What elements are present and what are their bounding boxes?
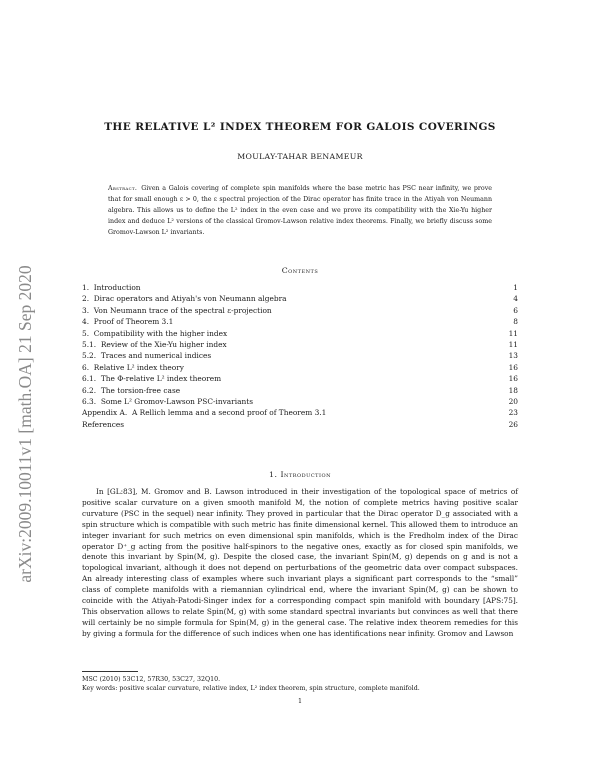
toc-entry-title: Dirac operators and Atiyah's von Neumann algebra: [93, 294, 287, 304]
toc-entry-number: Appendix A.: [82, 408, 132, 418]
toc-entry[interactable]: [82, 350, 518, 361]
page-number: 1: [297, 698, 302, 705]
toc-entry[interactable]: [82, 282, 518, 293]
toc-entry-page: 23: [508, 408, 518, 418]
toc-entry-spacer: [180, 385, 508, 396]
toc-entry-title: The torsion-free case: [100, 385, 181, 395]
toc-entry-spacer: [221, 373, 508, 384]
toc-entry-spacer: [227, 339, 509, 350]
toc-entry-page: 11: [508, 328, 518, 338]
toc-entry[interactable]: [82, 407, 518, 418]
toc-entry-title: A Rellich lemma and a second proof of Theorem 3.1: [131, 408, 327, 418]
paper-title: THE RELATIVE L² INDEX THEOREM FOR GALOIS COVERINGS: [104, 121, 496, 133]
abstract-label: Abstract.: [108, 185, 138, 192]
toc-entry-page: 20: [508, 396, 518, 406]
toc-entry-number: 5.2.: [82, 351, 101, 361]
toc-entry-title: Introduction: [93, 283, 141, 292]
toc-entry[interactable]: [82, 328, 518, 339]
arxiv-stamp-text: arXiv:2009.10011v1 [math.OA] 21 Sep 2020: [15, 265, 35, 583]
toc-entry[interactable]: [82, 305, 518, 316]
toc-entry-spacer: [326, 407, 508, 418]
footnote-rule: [82, 671, 138, 672]
toc-entry-page: 18: [508, 385, 518, 395]
toc-entry[interactable]: [82, 419, 518, 430]
toc-entry-number: 6.2.: [82, 385, 101, 395]
toc-entry[interactable]: [82, 385, 518, 396]
toc-entry[interactable]: [82, 316, 518, 327]
toc-entry-title: Relative L² index theory: [93, 362, 184, 372]
toc-entry-spacer: [227, 328, 508, 339]
toc-entry-number: 5.: [82, 328, 94, 338]
msc-classification: MSC (2010) 53C12, 57R30, 53C27, 32Q10.: [82, 676, 221, 683]
table-of-contents: [82, 282, 518, 430]
toc-entry-page: 16: [508, 362, 518, 372]
toc-entry-title: Von Neumann trace of the spectral ε-projection: [93, 305, 272, 315]
toc-entry-spacer: [124, 419, 509, 430]
section-heading: 1. Introduction: [269, 470, 331, 479]
toc-entry-number: 1.: [82, 283, 94, 292]
toc-entry-title: Proof of Theorem 3.1: [93, 317, 174, 327]
contents-heading: Contents: [281, 266, 319, 275]
toc-entry-title: References: [82, 419, 125, 429]
toc-entry-number: 2.: [82, 294, 94, 304]
toc-entry-page: 8: [513, 317, 518, 327]
toc-entry-spacer: [211, 350, 508, 361]
toc-entry-spacer: [287, 293, 514, 304]
toc-entry-spacer: [184, 362, 509, 373]
toc-entry-page: 4: [513, 294, 518, 304]
arxiv-stamp: [14, 176, 38, 624]
toc-entry[interactable]: [82, 396, 518, 407]
toc-entry-page: 1: [513, 283, 518, 292]
author-name: MOULAY-TAHAR BENAMEUR: [237, 152, 363, 161]
toc-entry-spacer: [272, 305, 514, 316]
toc-entry-page: 16: [508, 374, 518, 384]
toc-entry-number: 4.: [82, 317, 94, 327]
toc-entry-page: 6: [513, 305, 518, 315]
toc-entry-number: 3.: [82, 305, 94, 315]
toc-entry-number: 6.: [82, 362, 94, 372]
keywords: Key words: positive scalar curvature, relative index, L² index theorem, spin structure, complete manifold.: [82, 685, 420, 692]
abstract: [108, 183, 492, 238]
toc-entry-page: 11: [508, 339, 518, 349]
toc-entry-title: Some L² Gromov-Lawson PSC-invariants: [100, 396, 254, 406]
toc-entry-number: 6.1.: [82, 374, 101, 384]
toc-entry-number: 5.1.: [82, 339, 101, 349]
abstract-text: Given a Galois covering of complete spin manifolds where the base metric has PSC near infinity, we prove that for small enough ε > 0, the ε spectral projection of the Dirac operator has finite trace in the Atiyah von Neumann algebra. This allows us to define the L² index in the even case and we prove its compatibility with the Xie-Yu higher index and deduce L² versions of the classical Gromov-Lawson relative index theorems. Finally, we briefly discuss some Gromov-Lawson L² invariants.: [108, 185, 492, 236]
toc-entry-page: 26: [508, 419, 518, 429]
toc-entry-spacer: [173, 316, 513, 327]
toc-entry[interactable]: [82, 362, 518, 373]
toc-entry[interactable]: [82, 293, 518, 304]
intro-paragraph: In [GL:83], M. Gromov and B. Lawson introduced in their investigation of the topological space of metrics of positive scalar curvature on a given smooth manifold M, the notion of complete metrics having positive scalar curvature (PSC in the sequel) near infinity. They proved in particular that the Dirac operator D_g associated with a spin structure which is compatible with such metric has finite dimensional kernel. This allowed them to introduce an integer invariant for such metrics on even dimensional spin manifolds, which is the Fredholm index of the Dirac operator D⁺_g acting from the positive half-spinors to the negative ones, exactly as for closed spin manifolds, we denote this invariant by Spin(M, g). Despite the closed case, the invariant Spin(M, g) depends on g and is not a topological invariant, although it does not depend on perturbations of the geometric data over compact subspaces. An already interesting class of examples where such invariant plays a significant part corresponds to the “small” class of complete manifolds with a riemannian cylindrical end, where the invariant Spin(M, g) can be shown to coincide with the Atiyah-Patodi-Singer index for a corresponding compact spin manifold with boundary [APS:75]. This observation allows to relate Spin(M, g) with some standard spectral invariants but convinces as well that there will certainly be no simple formula for Spin(M, g) in the general case. The relative index theorem remedies for this by giving a formula for the difference of such indices when one has identifications near infinity. Gromov and Lawson: [82, 487, 518, 638]
toc-entry-title: Review of the Xie-Yu higher index: [100, 339, 227, 349]
toc-entry[interactable]: [82, 339, 518, 350]
toc-entry-title: The Φ-relative L² index theorem: [100, 374, 222, 384]
toc-entry-title: Traces and numerical indices: [100, 351, 212, 361]
toc-entry-page: 13: [508, 351, 518, 361]
toc-entry-spacer: [253, 396, 509, 407]
toc-entry-spacer: [141, 282, 514, 293]
toc-entry-number: 6.3.: [82, 396, 101, 406]
toc-entry-title: Compatibility with the higher index: [93, 328, 228, 338]
toc-entry[interactable]: [82, 373, 518, 384]
